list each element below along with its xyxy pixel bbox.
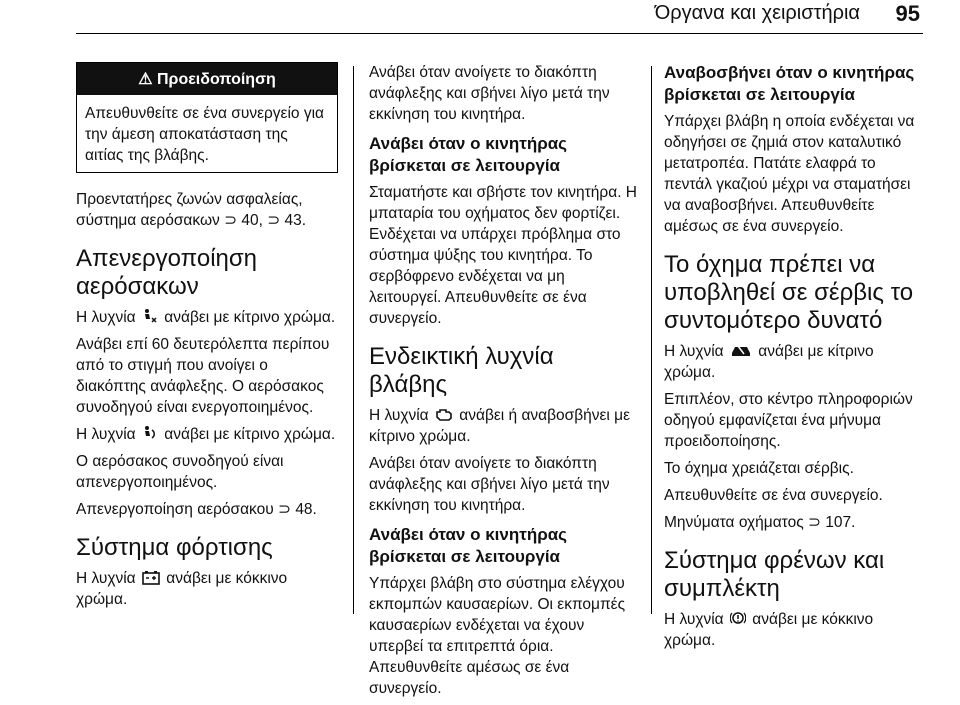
- section-heading-service-vehicle: Το όχημα πρέπει να υποβληθεί σε σέρβις το συντομότερο δυνατό: [664, 251, 914, 334]
- text-span: ανάβει με κίτρινο χρώμα.: [164, 309, 336, 326]
- warning-title: Προειδοποίηση: [156, 71, 276, 88]
- paragraph: [369, 405, 637, 447]
- paragraph: Απευθυνθείτε σε ένα συνεργείο.: [664, 487, 883, 504]
- warning-box: [76, 62, 338, 173]
- cross-reference-text: Προεντατήρες ζωνών ασφαλείας, σύστημα αερόσακων ⊃ 40, ⊃ 43.: [76, 191, 307, 229]
- text-span: ανάβει με κόκκινο χρώμα.: [76, 570, 288, 608]
- paragraph: [664, 341, 926, 383]
- paragraph: Σταματήστε και σβήστε τον κινητήρα. Η μπαταρία του οχήματος δεν φορτίζει. Ενδέχεται να υπάρχει πρόβλημα στο σύστημα ψύξης του κινητήρα. Το σερβόφρενο ενδέχεται να μη λειτουργεί. Απευθυνθείτε σε ένα συνεργείο.: [369, 184, 637, 327]
- page-number: 95: [895, 1, 920, 26]
- column-divider: [651, 66, 652, 614]
- text-span: Η λυχνία: [76, 309, 136, 326]
- paragraph: [76, 307, 338, 328]
- paragraph: Υπάρχει βλάβη στο σύστημα ελέγχου εκπομπών καυσαερίων. Οι εκπομπές καυσαερίων ενδέχεται να έχουν υπερβεί τα επιτρεπτά όρια. Απευθυνθείτε αμέσως σε ένα συνεργείο.: [369, 575, 626, 697]
- subheading-engine-running: Ανάβει όταν ο κινητήρας βρίσκεται σε λειτουργία: [369, 525, 568, 566]
- engine-check-icon: [435, 407, 453, 422]
- column-divider: [353, 66, 354, 614]
- cross-reference-text: Απενεργοποίηση αερόσακου ⊃ 48.: [76, 501, 317, 518]
- text-span: ανάβει με κίτρινο χρώμα.: [164, 426, 336, 443]
- column-1: [76, 62, 338, 616]
- text-span: Η λυχνία: [76, 570, 136, 587]
- warning-triangle-icon: ⚠: [138, 71, 153, 88]
- paragraph: Ο αερόσακος συνοδηγού είναι απενεργοποιημένος.: [76, 453, 284, 491]
- text-span: ανάβει με κόκκινο χρώμα.: [664, 611, 874, 649]
- warning-body: Απευθυνθείτε σε ένα συνεργείο για την άμεση αποκατάσταση της αιτίας της βλάβης.: [85, 105, 324, 164]
- subheading-engine-running: Ανάβει όταν ο κινητήρας βρίσκεται σε λειτουργία: [369, 134, 568, 175]
- paragraph: Ανάβει επί 60 δευτερόλεπτα περίπου από το στιγμή που ανοίγει ο διακόπτης ανάφλεξης. Ο αερόσακος συνοδηγού είναι ενεργοποιημένος.: [76, 336, 330, 416]
- section-heading-malfunction-light: Ενδεικτική λυχνία βλάβης: [369, 343, 554, 398]
- section-heading-airbag-deactivation: Απενεργοποίηση αερόσακων: [76, 245, 258, 300]
- service-car-icon: [730, 344, 752, 358]
- paragraph: Ανάβει όταν ανοίγετε το διακόπτη ανάφλεξης και σβήνει λίγο μετά την εκκίνηση του κινητήρα.: [369, 455, 610, 514]
- text-span: Η λυχνία: [76, 426, 136, 443]
- airbag-on-icon: [142, 425, 158, 441]
- text-span: Η λυχνία: [664, 611, 724, 628]
- paragraph: [76, 424, 338, 445]
- section-heading-brake-clutch-system: Σύστημα φρένων και συμπλέκτη: [664, 547, 885, 602]
- section-heading-charging-system: Σύστημα φόρτισης: [76, 534, 273, 561]
- header-title: Όργανα και χειριστήρια: [654, 2, 860, 24]
- text-span: ανάβει με κίτρινο χρώμα.: [664, 343, 874, 381]
- paragraph: Επιπλέον, στο κέντρο πληροφοριών οδηγού εμφανίζεται ένα μήνυμα προειδοποίησης.: [664, 391, 913, 450]
- paragraph: [76, 568, 338, 610]
- text-span: Η λυχνία: [664, 343, 724, 360]
- paragraph: Το όχημα χρειάζεται σέρβις.: [664, 460, 854, 477]
- airbag-off-icon: [142, 308, 158, 324]
- battery-icon: [142, 570, 160, 585]
- paragraph: [664, 609, 926, 651]
- text-span: ανάβει ή αναβοσβήνει με κίτρινο χρώμα.: [369, 407, 631, 445]
- paragraph: Υπάρχει βλάβη η οποία ενδέχεται να οδηγήσει σε ζημιά στον καταλυτικό μετατροπέα. Πατάτε ελαφρά το πεντάλ γκαζιού μέχρι να σταματήσει να αναβοσβήνει. Απευθυνθείτε αμέσως σε ένα συνεργείο.: [664, 113, 915, 235]
- subheading-flashing-engine-running: Αναβοσβήνει όταν ο κινητήρας βρίσκεται σε λειτουργία: [664, 63, 915, 104]
- header-rule: [76, 33, 923, 34]
- warning-header: [77, 63, 337, 95]
- column-3: [664, 62, 926, 657]
- brake-warning-icon: [730, 610, 746, 626]
- text-span: Η λυχνία: [369, 407, 429, 424]
- paragraph: Ανάβει όταν ανοίγετε το διακόπτη ανάφλεξης και σβήνει λίγο μετά την εκκίνηση του κινητήρα.: [369, 64, 610, 123]
- cross-reference-text: Μηνύματα οχήματος ⊃ 107.: [664, 514, 856, 531]
- column-2: [369, 62, 637, 705]
